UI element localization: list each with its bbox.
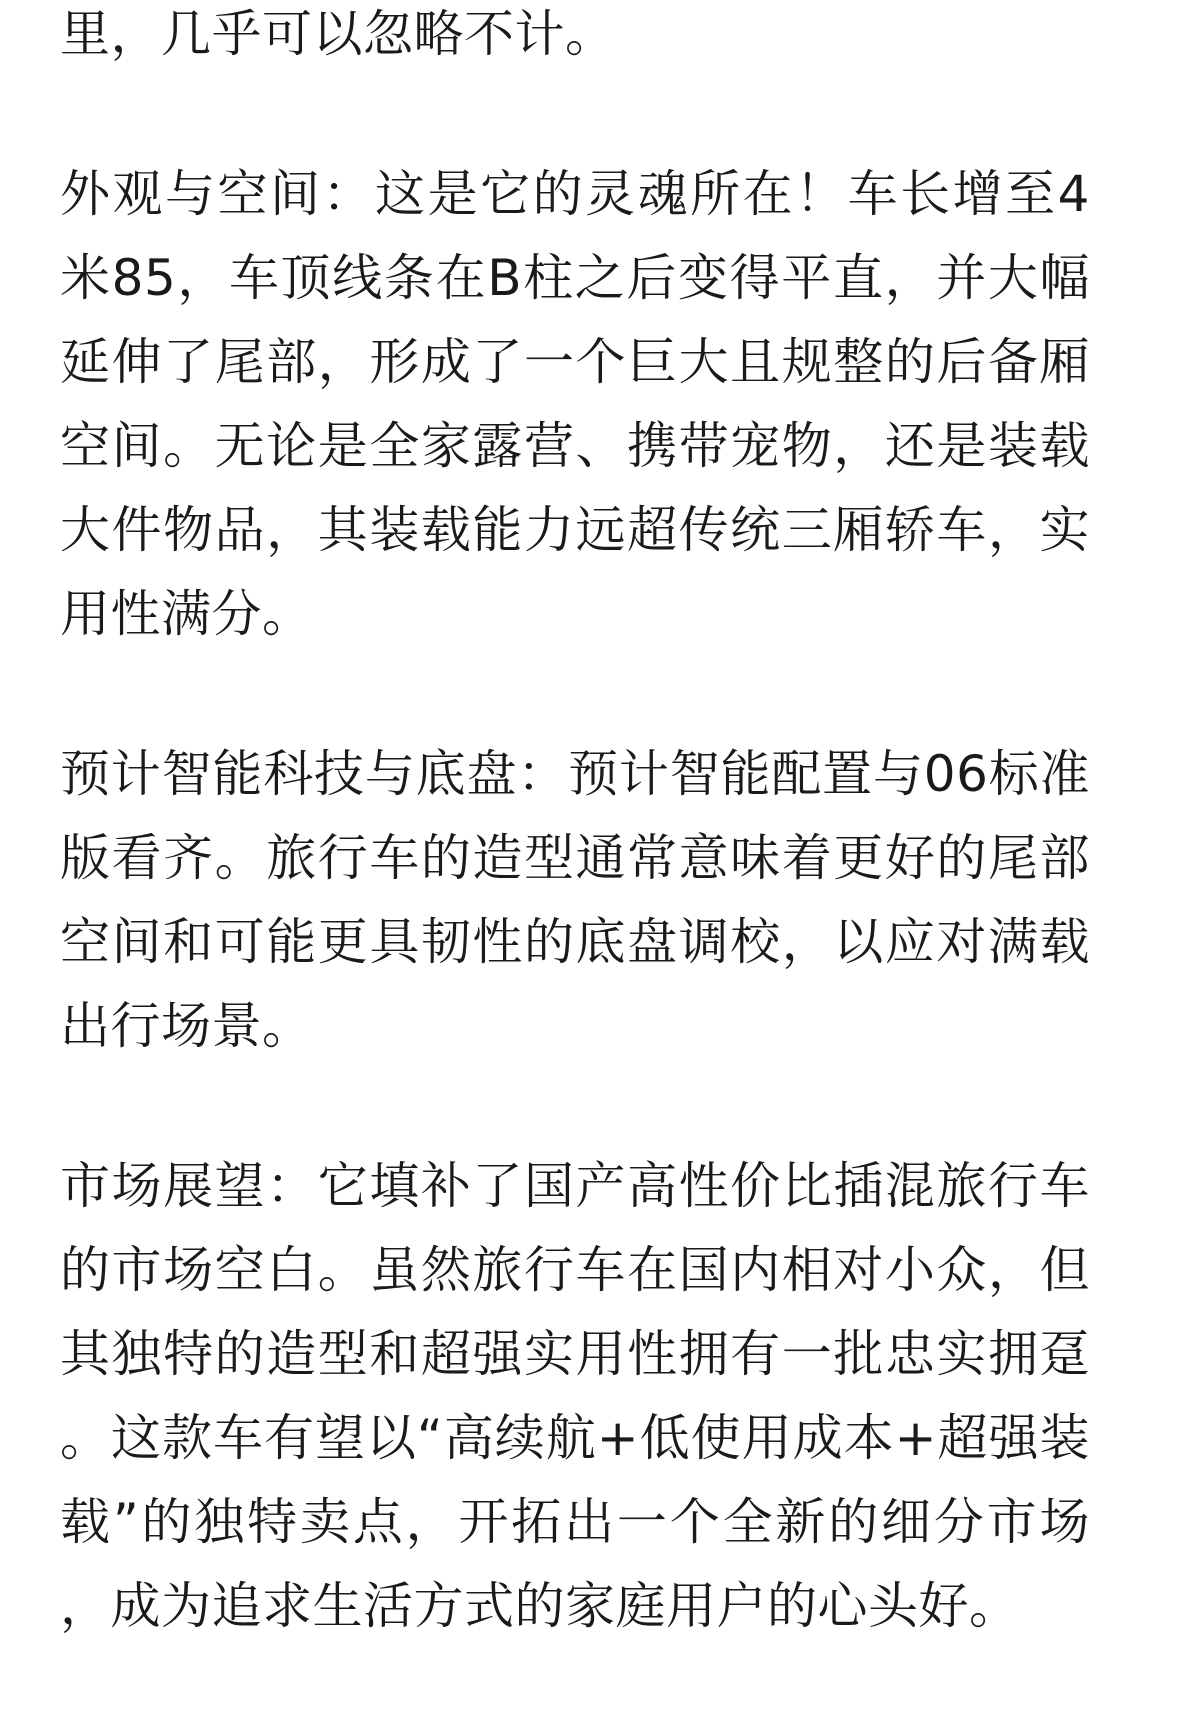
paragraph-exterior-space: 外观与空间：这是它的灵魂所在！车长增至4米85，车顶线条在B柱之后变得平直，并大幅延伸了尾部，形成了一个巨大且规整的后备厢空间。无论是全家露营、携带宠物，还是装载大件物品，其装载能力远超传统三厢轿车，实用性满分。 (60, 165, 1090, 643)
paragraph-tech-chassis: 预计智能科技与底盘：预计智能配置与06标准版看齐。旅行车的造型通常意味着更好的尾部空间和可能更具韧性的底盘调校，以应对满载出行场景。 (60, 745, 1090, 1055)
paragraph-market-outlook: 市场展望：它填补了国产高性价比插混旅行车的市场空白。虽然旅行车在国内相对小众，但其独特的造型和超强实用性拥有一批忠实拥趸。这款车有望以“高续航+低使用成本+超强装载”的独特卖点，开拓出一个全新的细分市场，成为追求生活方式的家庭用户的心头好。 (60, 1157, 1090, 1635)
paragraph-intro-tail: 里，几乎可以忽略不计。 (60, 5, 616, 63)
article-body (60, 0, 1090, 1724)
